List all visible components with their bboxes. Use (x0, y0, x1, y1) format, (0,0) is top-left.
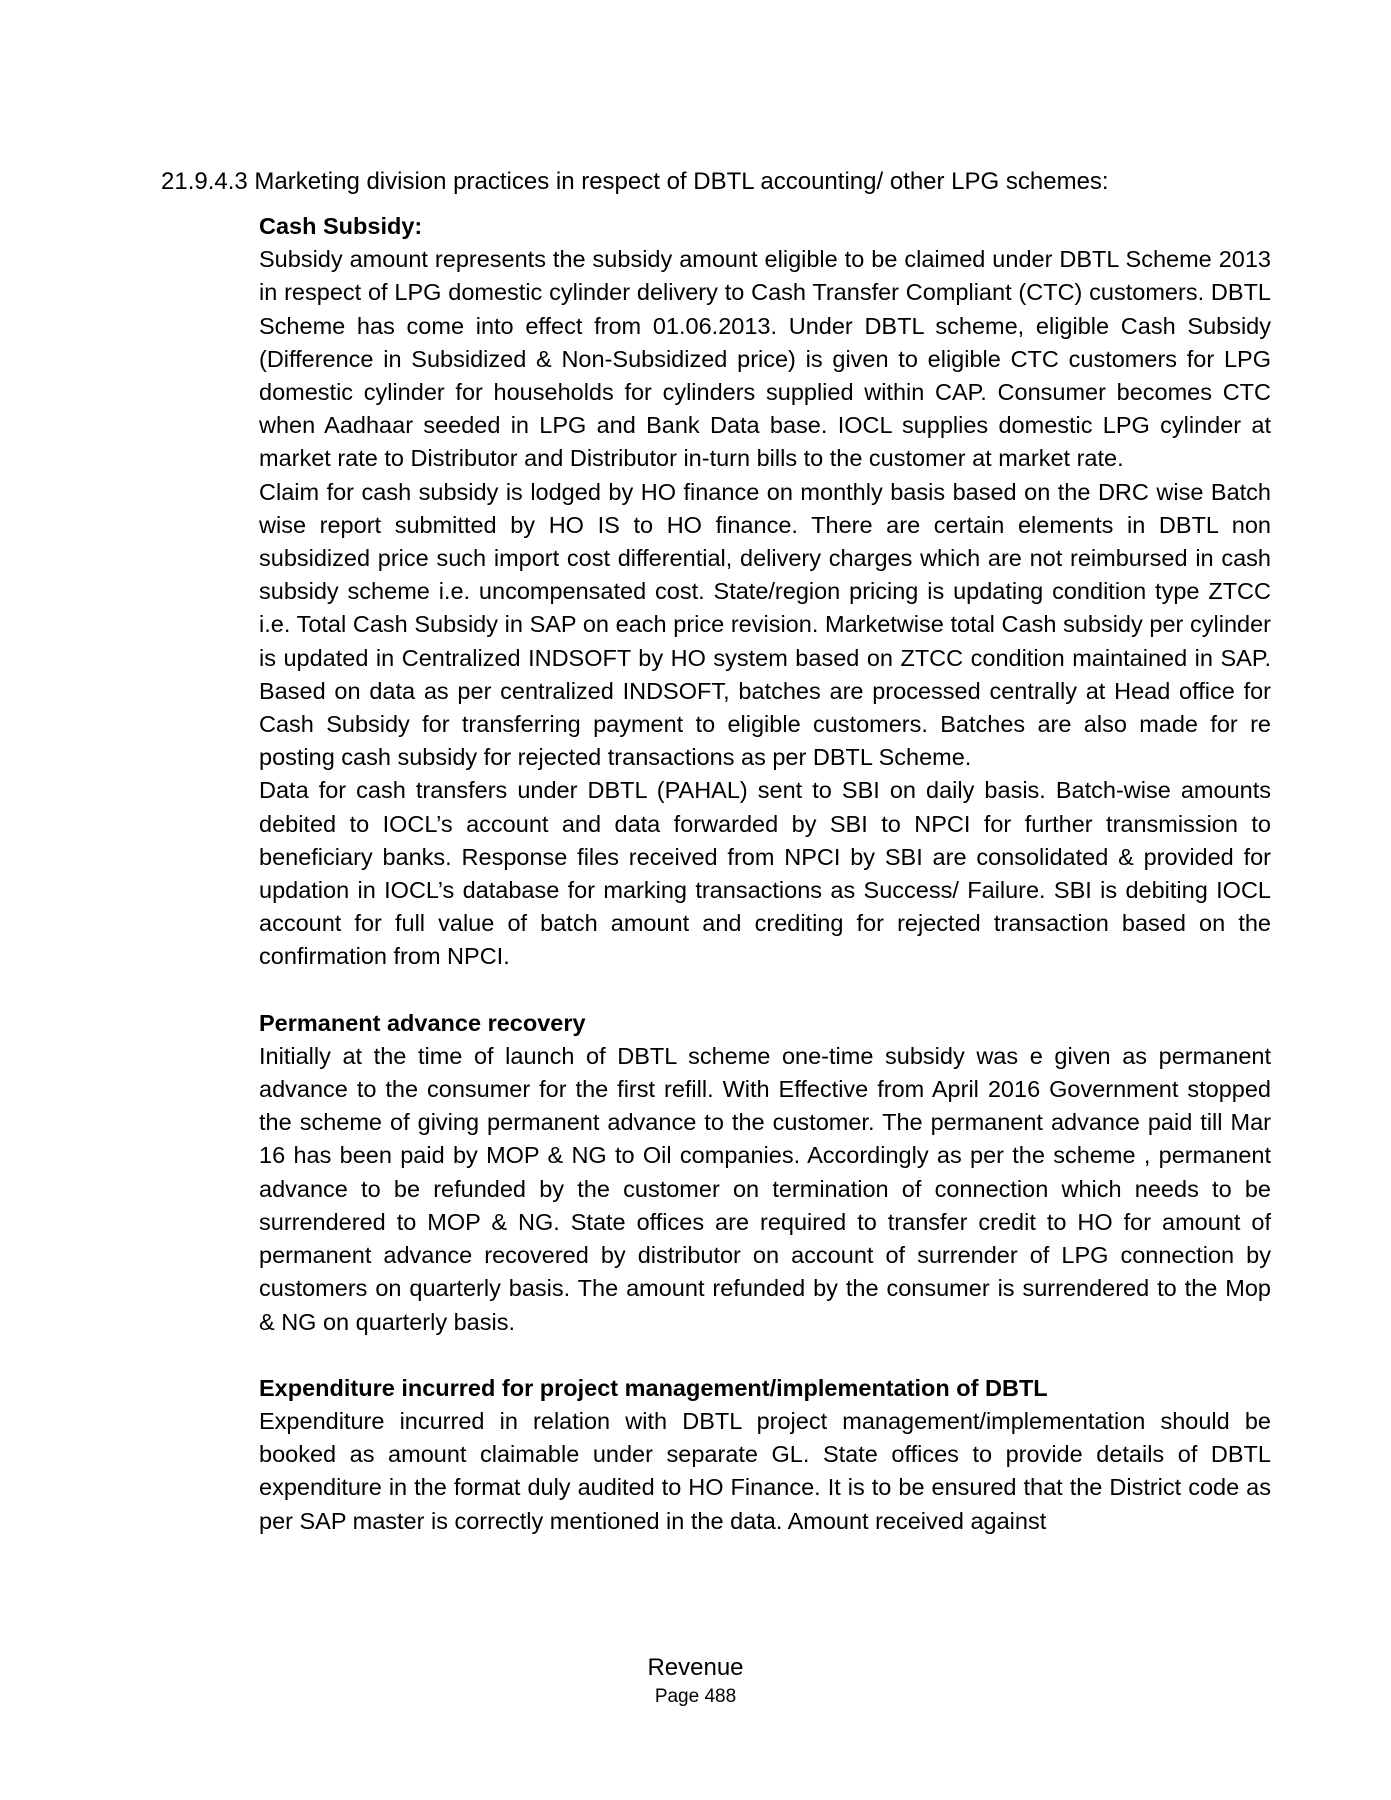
paragraph: Data for cash transfers under DBTL (PAHAL) sent to SBI on daily basis. Batch-wise amounts debited to IOCL’s account and data forwarded by SBI to NPCI for further transmission to beneficiary banks. Response files received from NPCI by SBI are consolidated & provided for updation in IOCL’s database for marking transactions as Success/ Failure. SBI is debiting IOCL account for full value of batch amount and crediting for rejected transaction based on the confirmation from NPCI. (259, 777, 1271, 970)
page-number: Page 488 (654, 1686, 737, 1707)
paragraph: Initially at the time of launch of DBTL scheme one-time subsidy was e given as permanent advance to the consumer for the first refill. With Effective from April 2016 Government stopped the scheme of giving permanent advance to the customer. The permanent advance paid till Mar 16 has been paid by MOP & NG to Oil companies. Accordingly as per the scheme , permanent advance to be refunded by the customer on termination of connection which needs to be surrendered to MOP & NG. State offices are required to transfer credit to HO for amount of permanent advance recovered by distributor on account of surrender of LPG connection by customers on quarterly basis. The amount refunded by the consumer is surrendered to the Mop & NG on quarterly basis. (259, 1042, 1271, 1335)
section-title: Permanent advance recovery (259, 1009, 586, 1036)
section-title: Expenditure incurred for project management/implementation of DBTL (259, 1374, 1048, 1401)
section-cash-subsidy (259, 210, 1271, 974)
paragraph: Subsidy amount represents the subsidy amount eligible to be claimed under DBTL Scheme 2013 in respect of LPG domestic cylinder delivery to Cash Transfer Compliant (CTC) customers. DBTL Scheme has come into effect from 01.06.2013. Under DBTL scheme, eligible Cash Subsidy (Difference in Subsidized & Non-Subsidized price) is given to eligible CTC customers for LPG domestic cylinder for households for cylinders supplied within CAP. Consumer becomes CTC when Aadhaar seeded in LPG and Bank Data base. IOCL supplies domestic LPG cylinder at market rate to Distributor and Distributor in-turn bills to the customer at market rate. (259, 246, 1271, 472)
paragraph: Claim for cash subsidy is lodged by HO finance on monthly basis based on the DRC wise Batch wise report submitted by HO IS to HO finance. There are certain elements in DBTL non subsidized price such import cost differential, delivery charges which are not reimbursed in cash subsidy scheme i.e. uncompensated cost. State/region pricing is updating condition type ZTCC i.e. Total Cash Subsidy in SAP on each price revision. Marketwise total Cash subsidy per cylinder is updated in Centralized INDSOFT by HO system based on ZTCC condition maintained in SAP. Based on data as per centralized INDSOFT, batches are processed centrally at Head office for Cash Subsidy for transferring payment to eligible customers. Batches are also made for re posting cash subsidy for rejected transactions as per DBTL Scheme. (259, 478, 1271, 771)
section-heading: 21.9.4.3 Marketing division practices in respect of DBTL accounting/ other LPG schemes: (161, 168, 1109, 195)
section-expenditure-dbtl (259, 1372, 1271, 1538)
document-body (259, 210, 1271, 1538)
section-spacer (259, 1339, 1271, 1372)
paragraph: Expenditure incurred in relation with DBTL project management/implementation should be booked as amount claimable under separate GL. State offices to provide details of DBTL expenditure in the format duly audited to HO Finance. It is to be ensured that the District code as per SAP master is correctly mentioned in the data. Amount received against (259, 1407, 1271, 1534)
section-spacer (259, 974, 1271, 1007)
section-title: Cash Subsidy: (259, 213, 423, 239)
footer-label: Revenue (647, 1654, 744, 1681)
section-permanent-advance-recovery (259, 1007, 1271, 1339)
